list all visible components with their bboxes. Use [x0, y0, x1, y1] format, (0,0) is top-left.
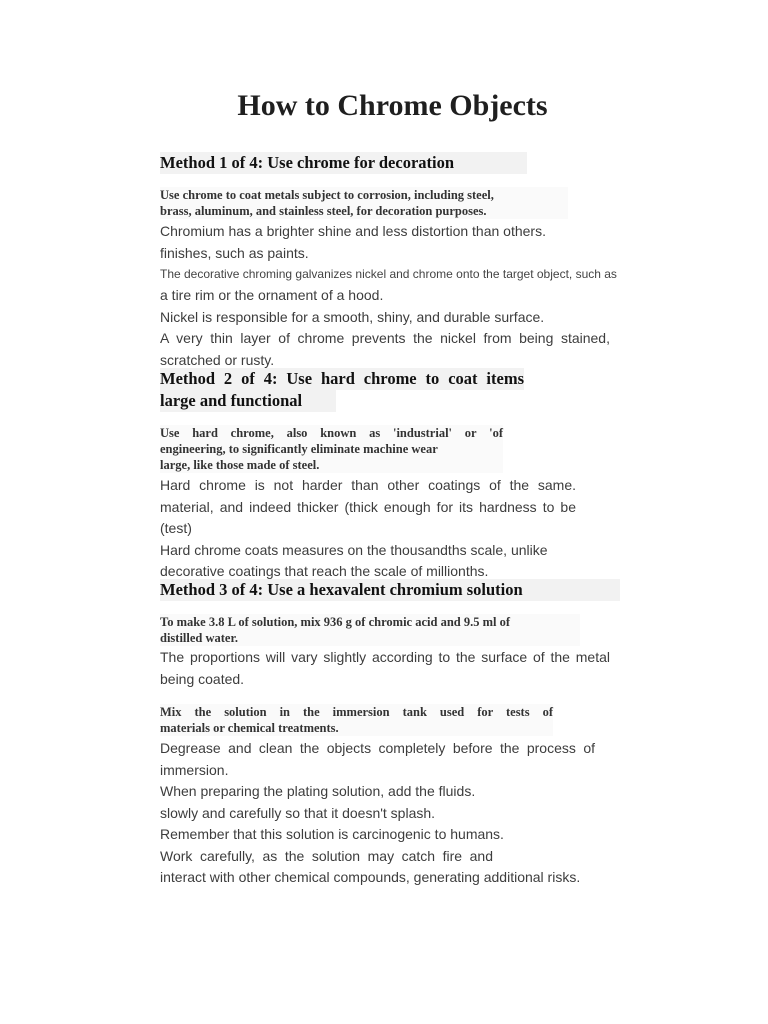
- method-3-subheading-2: [160, 704, 553, 736]
- body-line: Degrease and clean the objects completely before the process of: [160, 740, 595, 756]
- method-3-body-1: [160, 647, 610, 690]
- body-line: (test): [160, 520, 192, 536]
- body-line: Remember that this solution is carcinogenic to humans.: [160, 826, 504, 842]
- method-3-subheading-line: Mix the solution in the immersion tank used for tests of: [160, 705, 553, 719]
- body-line: Work carefully, as the solution may catch fire and: [160, 847, 493, 864]
- method-3-subheading-line: materials or chemical treatments.: [160, 721, 339, 735]
- method-2-heading-line: Method 2 of 4: Use hard chrome to coat items: [160, 369, 524, 388]
- method-3-subheading-line: distilled water.: [160, 631, 239, 645]
- method-3-subheading-line: To make 3.8 L of solution, mix 936 g of chromic acid and 9.5 ml of: [160, 615, 511, 629]
- method-1-heading-text: Method 1 of 4: Use chrome for decoration: [160, 152, 527, 174]
- body-line: Chromium has a brighter shine and less distortion than others.: [160, 223, 546, 239]
- body-line: A very thin layer of chrome prevents the nickel from being stained,: [160, 330, 610, 346]
- method-2-subheading-line: engineering, to significantly eliminate machine wear: [160, 442, 438, 456]
- body-line: When preparing the plating solution, add the fluids.: [160, 783, 476, 799]
- method-3-heading: [160, 579, 620, 601]
- method-2-heading: [160, 368, 636, 412]
- method-2-heading-line: large and functional: [160, 390, 336, 412]
- method-3-subheading-1: [160, 614, 580, 646]
- body-line: Nickel is responsible for a smooth, shiny, and durable surface.: [160, 308, 545, 325]
- method-1-subheading: [160, 187, 568, 219]
- body-line: scratched or rusty.: [160, 351, 275, 368]
- body-line: immersion.: [160, 761, 229, 778]
- body-line: The proportions will vary slightly according to the surface of the metal: [160, 649, 610, 665]
- body-line: interact with other chemical compounds, generating additional risks.: [160, 869, 581, 885]
- method-2-body: [160, 475, 576, 583]
- body-line: Hard chrome coats measures on the thousandths scale, unlike: [160, 541, 548, 558]
- body-line: material, and indeed thicker (thick enough for its hardness to be: [160, 498, 576, 515]
- method-2-subheading: [160, 425, 503, 473]
- method-1-body-note: The decorative chroming galvanizes nickel and chrome onto the target object, such as: [160, 267, 617, 281]
- method-3-heading-text: Method 3 of 4: Use a hexavalent chromium solution: [160, 579, 620, 601]
- body-line: being coated.: [160, 670, 245, 687]
- method-1-heading: [160, 152, 527, 174]
- method-3-body-2: [160, 738, 595, 889]
- method-1-body: [160, 221, 546, 264]
- body-line: Hard chrome is not harder than other coatings of the same.: [160, 477, 576, 493]
- body-line: decorative coatings that reach the scale of millionths.: [160, 563, 489, 579]
- body-line: finishes, such as paints.: [160, 244, 309, 261]
- method-2-subheading-line: Use hard chrome, also known as 'industrial' or 'of: [160, 426, 503, 440]
- body-line: a tire rim or the ornament of a hood.: [160, 287, 384, 303]
- method-2-subheading-line: large, like those made of steel.: [160, 458, 320, 472]
- method-1-subheading-line: Use chrome to coat metals subject to corrosion, including steel,: [160, 188, 494, 202]
- document-title: How to Chrome Objects: [237, 89, 548, 122]
- method-1-subheading-line: brass, aluminum, and stainless steel, for decoration purposes.: [160, 204, 487, 218]
- method-1-body-continued: [160, 285, 610, 371]
- body-line: slowly and carefully so that it doesn't splash.: [160, 804, 436, 821]
